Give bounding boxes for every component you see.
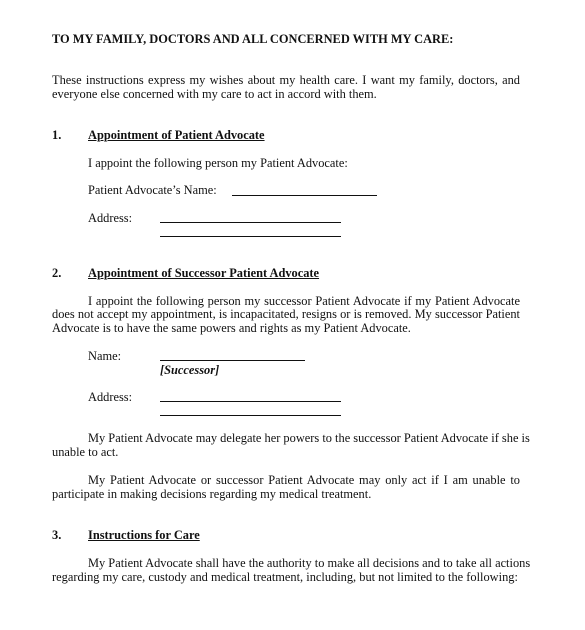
section-2-para-line-2: does not accept my appointment, is incapacitated, resigns or is removed. My successor Patient (52, 307, 520, 321)
document-heading: TO MY FAMILY, DOCTORS AND ALL CONCERNED WITH MY CARE: (52, 32, 454, 46)
section-2-title: Appointment of Successor Patient Advocate (88, 266, 320, 280)
patient-advocate-address-line-2 (160, 236, 341, 237)
section-3-number: 3. (52, 528, 62, 542)
successor-name-line (160, 360, 305, 361)
section-3-title: Instructions for Care (88, 528, 200, 542)
patient-advocate-address-label: Address: (88, 211, 133, 225)
successor-address-line-2 (160, 415, 341, 416)
section-3-para-line-2: regarding my care, custody and medical treatment, including, but not limited to the following: (52, 570, 518, 584)
act-line-1: My Patient Advocate or successor Patient Advocate may only act if I am unable to (88, 473, 520, 487)
section-3-para-line-1: My Patient Advocate shall have the authority to make all decisions and to take all actions (88, 556, 531, 570)
delegate-line-1: My Patient Advocate may delegate her powers to the successor Patient Advocate if she is (88, 431, 530, 445)
patient-advocate-address-line-1 (160, 222, 341, 223)
successor-address-line-1 (160, 401, 341, 402)
section-1-appoint-text: I appoint the following person my Patient Advocate: (88, 156, 348, 170)
patient-advocate-name-label: Patient Advocate’s Name: (88, 183, 217, 197)
successor-caption: [Successor] (160, 363, 220, 377)
delegate-line-2: unable to act. (52, 445, 119, 459)
intro-line-2: everyone else concerned with my care to act in accord with them. (52, 87, 377, 101)
section-2-para-line-1: I appoint the following person my successor Patient Advocate if my Patient Advocate (88, 294, 520, 308)
section-1-number: 1. (52, 128, 62, 142)
successor-name-label: Name: (88, 349, 122, 363)
section-2-number: 2. (52, 266, 62, 280)
section-1-title: Appointment of Patient Advocate (88, 128, 265, 142)
act-line-2: participate in making decisions regarding my medical treatment. (52, 487, 372, 501)
intro-line-1: These instructions express my wishes about my health care. I want my family, doctors, and (52, 73, 520, 87)
section-2-para-line-3: Advocate is to have the same powers and rights as my Patient Advocate. (52, 321, 411, 335)
patient-advocate-name-line (232, 195, 377, 196)
successor-address-label: Address: (88, 390, 133, 404)
